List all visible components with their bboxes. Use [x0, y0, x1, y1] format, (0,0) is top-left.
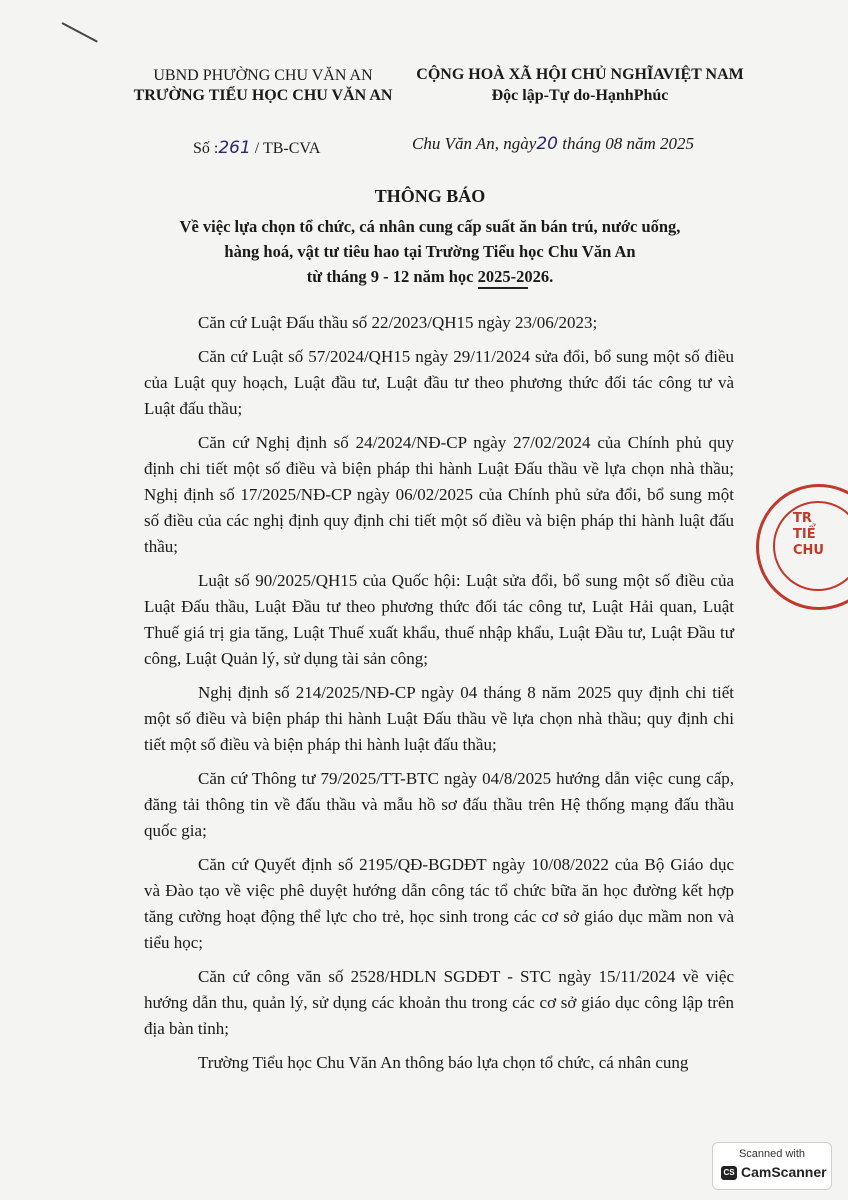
- nation-line-1: CỘNG HOÀ XÃ HỘI CHỦ NGHĨAVIỆT NAM: [416, 66, 744, 83]
- document-subtitle: [120, 214, 740, 289]
- paragraph: Trường Tiểu học Chu Văn An thông báo lựa chọn tổ chức, cá nhân cung: [198, 1053, 689, 1072]
- seal-text: CHU: [793, 543, 824, 558]
- seal-text: TIỂ: [793, 527, 816, 542]
- org-line-1: UBND PHƯỜNG CHU VĂN AN: [153, 67, 373, 84]
- paragraph: Căn cứ Luật Đấu thầu số 22/2023/QH15 ngày 23/06/2023;: [198, 313, 598, 332]
- pen-mark: [62, 22, 98, 43]
- seal-text: TR: [793, 511, 812, 526]
- subtitle-underline: [478, 287, 528, 289]
- paragraph: Nghị định số 214/2025/NĐ-CP ngày 04 tháng 8 năm 2025 quy định chi tiết một số điều và biện pháp thi hành Luật Đấu thầu về lựa chọn nhà thầu; quy định chi tiết một số điều và biện pháp thi hành luật đấu thầu;: [144, 683, 734, 754]
- paragraph: Căn cứ Quyết định số 2195/QĐ-BGDĐT ngày 10/08/2022 của Bộ Giáo dục và Đào tạo về việc phê duyệt hướng dẫn công tác tổ chức bữa ăn học đường kết hợp tăng cường hoạt động thể lực cho trẻ, học sinh trong các cơ sở giáo dục mầm non và tiểu học;: [144, 855, 734, 952]
- nation-line-2: Độc lập-Tự do-HạnhPhúc: [491, 87, 669, 104]
- paragraph: Căn cứ Thông tư 79/2025/TT-BTC ngày 04/8/2025 hướng dẫn việc cung cấp, đăng tải thông tin về đấu thầu và mẫu hồ sơ đấu thầu trên Hệ thống mạng đấu thầu quốc gia;: [144, 769, 734, 840]
- document-title: THÔNG BÁO: [374, 186, 486, 206]
- national-motto: [405, 64, 755, 106]
- subtitle-line-3: từ tháng 9 - 12 năm học 2025-2026.: [306, 267, 554, 286]
- document-body: [144, 310, 734, 1084]
- date-rest: tháng 08 năm 2025: [558, 134, 694, 153]
- watermark-brand: CamScanner: [741, 1164, 827, 1180]
- ref-prefix: Số :: [193, 140, 219, 157]
- date-prefix: Chu Văn An, ngày: [412, 134, 537, 153]
- official-seal: [756, 484, 848, 610]
- issue-date: [412, 134, 694, 154]
- watermark-caption: Scanned with: [738, 1148, 806, 1160]
- camscanner-watermark: [712, 1142, 832, 1190]
- subtitle-line-1: Về việc lựa chọn tổ chức, cá nhân cung cấp suất ăn bán trú, nước uống,: [179, 217, 681, 236]
- org-line-2: TRƯỜNG TIỂU HỌC CHU VĂN AN: [133, 87, 393, 104]
- ref-number-handwritten: 261: [218, 138, 251, 158]
- reference-number: [193, 138, 320, 158]
- date-day-handwritten: 20: [536, 134, 558, 154]
- paragraph: Căn cứ công văn số 2528/HDLN SGDĐT - STC ngày 15/11/2024 về việc hướng dẫn thu, quản lý, sử dụng các khoản thu trong các cơ sở giáo dục công lập trên địa bàn tỉnh;: [144, 967, 734, 1038]
- paragraph: Căn cứ Luật số 57/2024/QH15 ngày 29/11/2024 sửa đổi, bổ sung một số điều của Luật quy hoạch, Luật đầu tư, Luật đầu tư theo phương thức đối tác công tư và Luật đấu thầu;: [144, 347, 734, 418]
- issuing-organization: [128, 66, 398, 106]
- subtitle-line-2: hàng hoá, vật tư tiêu hao tại Trường Tiểu học Chu Văn An: [224, 242, 636, 261]
- ref-suffix: / TB-CVA: [254, 140, 321, 157]
- paragraph: Căn cứ Nghị định số 24/2024/NĐ-CP ngày 27/02/2024 của Chính phủ quy định chi tiết một số điều và biện pháp thi hành Luật Đấu thầu về lựa chọn nhà thầu; Nghị định số 17/2025/NĐ-CP ngày 06/02/2025 của Chính phủ sửa đổi, bổ sung một số điều của các nghị định quy định chi tiết một số điều và biện pháp thi hành luật đấu thầu;: [144, 433, 734, 556]
- camscanner-logo-icon: CS: [721, 1166, 737, 1180]
- paragraph: Luật số 90/2025/QH15 của Quốc hội: Luật sửa đổi, bổ sung một số điều của Luật Đấu thầu, Luật Đầu tư theo phương thức đối tác công tư, Luật Hải quan, Luật Thuế giá trị gia tăng, Luật Thuế xuất khẩu, thuế nhập khẩu, Luật Đầu tư, Luật Đầu tư công, Luật Quản lý, sử dụng tài sản công;: [144, 571, 734, 668]
